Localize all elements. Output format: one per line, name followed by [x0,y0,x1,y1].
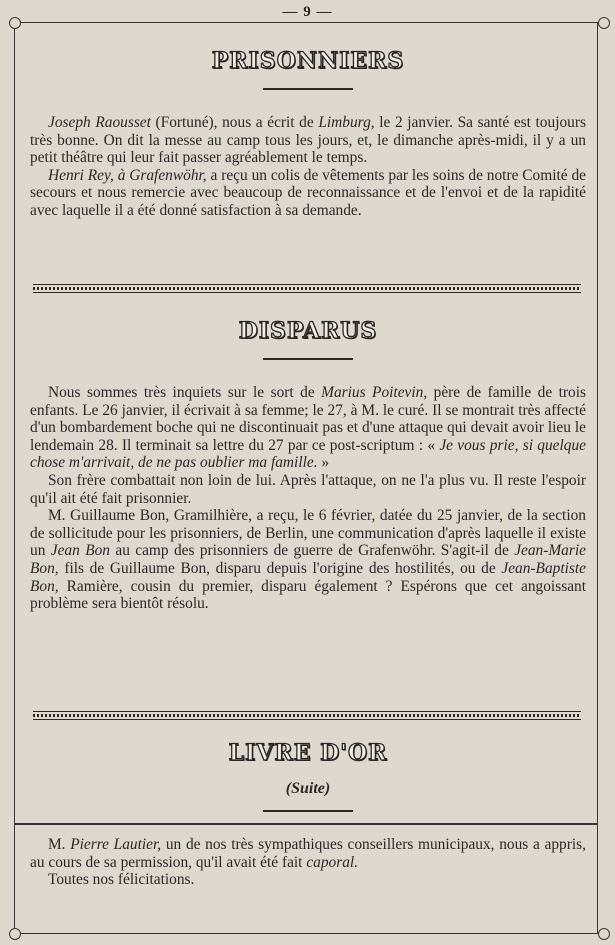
corner-ornament [9,928,21,940]
section-rule [14,823,598,825]
italic-text: Je vous prie, si quelque chose m'arrivait, de ne pas oublier ma famille. [30,436,586,472]
corner-ornament [9,17,21,29]
section-subtitle: (Suite) [285,780,331,797]
italic-text: caporal. [306,853,359,871]
section-divider [33,711,581,720]
text-run: fils de Guillaume Bon, disparu depuis l'origine des hostilités, ou de [58,559,502,577]
section-disparus [30,318,586,613]
section-title: PRISONNIERS [211,48,405,74]
text-run: au camp des prisonniers de guerre de Grafenwöhr. S'agit-il de [109,542,515,560]
italic-text: Jean-Baptiste Bon, [30,559,586,595]
section-prisonniers [30,48,586,220]
text-run: un de nos très sympathiques conseillers municipaux, nous a appris, au cours de sa permission, qu'il avait été fait [30,836,586,871]
text-run: Ramière, cousin du premier, disparu également ? Espérons que cet angoissant problème sera bientôt résolu. [30,577,586,613]
page-number: — 9 — [282,4,333,20]
italic-text: Pierre Lautier, [70,836,162,853]
text-run: le 2 janvier. Sa santé est toujours très bonne. On dit la messe au camp tous les jours, et, le dimanche après-midi, il y a un petit théâtre qui leur fait passer agréablement le temps. [30,114,586,167]
text-run: M. Guillaume Bon, Gramilhière, a reçu, le 6 février, datée du 25 janvier, de la section de sollicitude pour les prisonniers, de Berlin, une communication d'après laquelle il existe un [30,507,586,560]
text-run: » [317,454,330,472]
corner-ornament [598,17,610,29]
section-livre-dor [30,740,586,812]
text-run: Nous sommes très inquiets sur le sort de [48,384,322,401]
paragraph [30,507,586,613]
text-run: M. [48,836,71,853]
section-livre-dor-body [30,836,586,889]
section-title: LIVRE D'OR [228,740,388,766]
italic-text: Jean Bon [50,542,110,560]
italic-text: Joseph Raousset [48,114,151,131]
text-run: père de famille de trois enfants. Le 26 janvier, il écrivait à sa femme; le 27, à M. le curé. Il se montrait très affecté d'un bombardement boche qui ne discontinuait pas et d'une attaque qui devait avoir lieu le lendemain 28. Il terminait sa lettre du 27 par ce post-scriptum : « [30,384,586,454]
title-underline [263,810,353,812]
text-run: Son frère combattait non loin de lui. Après l'attaque, on ne l'a plus vu. Il reste l'espoir qu'il ait été fait prisonnier. [30,471,586,507]
section-title: DISPARUS [238,318,378,344]
text-run: a reçu un colis de vêtements par les soins de notre Comité de secours et nous remercie avec beaucoup de reconnaissance et de l'envoi et de la rapidité avec laquelle il a été donné satisfaction à sa demande. [30,166,586,219]
section-divider [33,284,581,293]
paragraph [30,114,586,167]
paragraph [30,836,586,871]
corner-ornament [598,928,610,940]
paragraph [30,167,586,220]
paragraph [30,472,586,507]
italic-text: Marius Poitevin, [321,384,428,401]
italic-text: Henri Rey, à Grafenwöhr, [48,166,207,184]
text-run: (Fortuné), nous a écrit de [150,114,319,131]
paragraph [30,871,586,889]
italic-text: Jean-Marie Bon, [30,542,586,577]
text-run: Toutes nos félicitations. [48,871,195,889]
paragraph [30,384,586,472]
italic-text: Limburg, [318,114,375,131]
